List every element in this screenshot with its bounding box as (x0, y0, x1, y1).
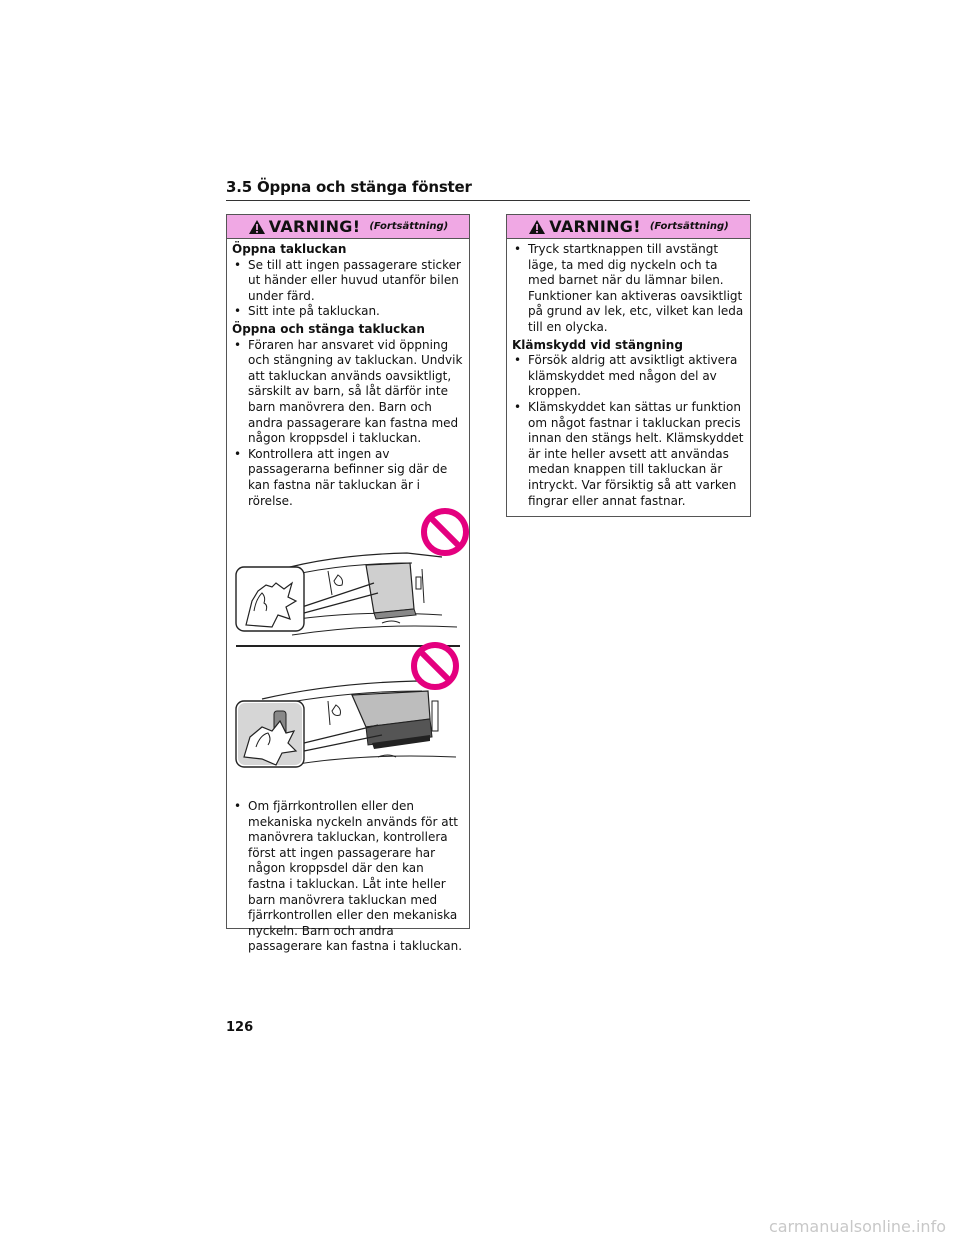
list-item: • Klämskyddet kan sättas ur funktion om något fastnar i takluckan precis innan den stängs helt. Klämskyddet är inte heller avsett att användas medan knappen till takluckan är intryckt. Var försiktig så att varken fingrar eller annat fastnar. (512, 400, 744, 509)
list-item: • Tryck startknappen till avstängt läge, ta med dig nyckeln och ta med barnet när du lämnar bilen. Funktioner kan aktiveras oavsiktligt på grund av lek, etc, vilket kan leda till en olycka. (512, 242, 744, 336)
warning-body (227, 239, 469, 955)
warning-title: VARNING! (268, 217, 361, 236)
prohibition-icon (420, 507, 470, 557)
warning-header (227, 215, 469, 239)
illustration-sunroof-hand-2 (232, 661, 464, 777)
page-number: 126 (226, 1020, 254, 1035)
list-item: • Kontrollera att ingen av passagerarna befinner sig där de kan fastna när takluckan är i rörelse. (232, 447, 463, 509)
watermark: carmanualsonline.info (768, 1217, 946, 1236)
warning-title: VARNING! (549, 217, 641, 236)
illustration-sunroof-hand-1 (232, 523, 464, 639)
subheading: Klämskydd vid stängning (512, 337, 683, 352)
list-item: • Föraren har ansvaret vid öppning och stängning av takluckan. Undvik att takluckan används oavsiktligt, särskilt av barn, så låt därför inte barn manövrera den. Barn och andra passagerare kan fastna med någon kroppsdel i takluckan. (232, 338, 463, 447)
warning-continued: (Fortsättning) (649, 221, 729, 232)
warning-continued: (Fortsättning) (369, 221, 449, 232)
subheading: Öppna takluckan (232, 242, 347, 256)
list-item: • Försök aldrig att avsiktligt aktivera klämskyddet med någon del av kroppen. (512, 353, 744, 400)
list-item: • Om fjärrkontrollen eller den mekaniska nyckeln används för att manövrera takluckan, kontrollera först att ingen passagerare har någon kroppsdel där den kan fastna i takluckan. Låt inte heller barn manövrera takluckan med fjärrkontrollen eller den mekaniska nyckeln. Barn och andra passagerare kan fastna i takluckan. (232, 799, 463, 955)
warning-box-right (506, 214, 751, 517)
list-item: • Se till att ingen passagerare sticker ut händer eller huvud utanför bilen under färd. (232, 258, 463, 305)
subheading: Öppna och stänga takluckan (232, 321, 425, 336)
warning-triangle-icon (528, 219, 546, 235)
section-title: 3.5 Öppna och stänga fönster (226, 178, 750, 201)
warning-header (507, 215, 750, 239)
list-item: • Sitt inte på takluckan. (232, 304, 463, 320)
warning-triangle-icon (248, 219, 266, 235)
prohibition-icon (410, 641, 460, 691)
warning-box-left (226, 214, 470, 954)
warning-body (507, 239, 750, 509)
